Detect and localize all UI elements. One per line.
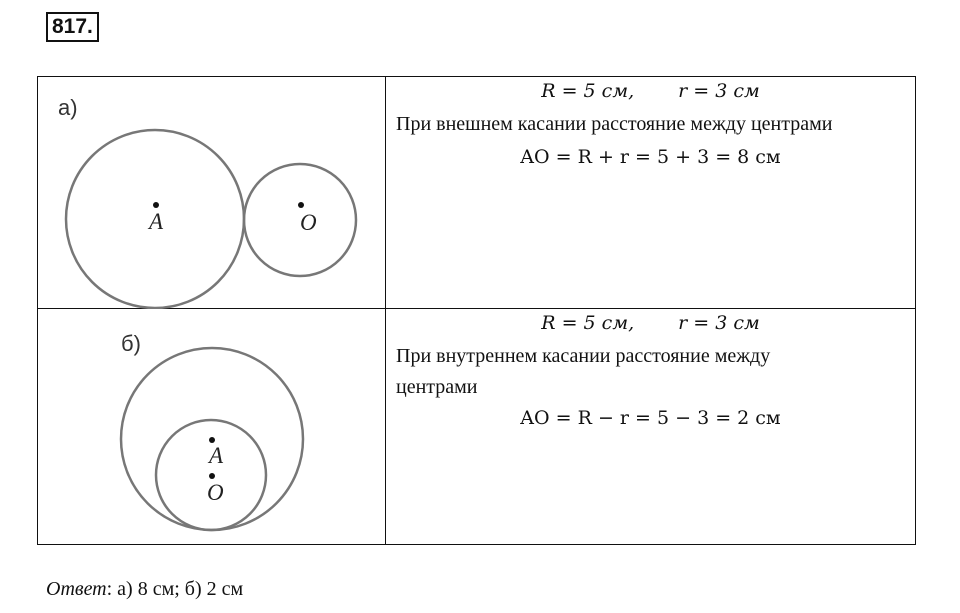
explanation-line-2: центрами [396,376,478,398]
point-label-a: A [149,209,164,234]
point-label-o: O [207,480,224,505]
formula-line: AO = R + r = 5 + 3 = 8 см [520,146,781,168]
explanation-line: При внешнем касании расстояние между центрами [396,113,833,135]
answer-line [46,578,243,601]
given-r-small: r = 3 см [678,312,760,334]
answer-text: : а) 8 см; б) 2 см [106,578,244,600]
figure-internal-tangency [38,309,385,545]
given-line [386,312,915,334]
table-row [38,77,916,309]
explanation-line: При внутреннем касании расстояние между [396,345,771,367]
center-point-o [209,473,215,479]
center-point-o [298,202,304,208]
text-cell-b [386,309,916,545]
point-label-o: O [300,210,317,235]
text-cell-a [386,77,916,309]
problem-number: 817. [46,12,99,42]
given-r-big: R = 5 см, [541,312,635,334]
figure-external-tangency [38,77,385,309]
formula-line: AO = R − r = 5 − 3 = 2 см [520,407,781,429]
solution-table [37,76,916,545]
table-row [38,309,916,545]
given-line [386,80,915,102]
given-r-small: r = 3 см [678,80,760,102]
figure-cell-a [38,77,386,309]
figure-label: б) [121,331,141,356]
figure-label: а) [58,95,78,120]
point-label-a: A [209,443,224,468]
given-r-big: R = 5 см, [541,80,635,102]
answer-label: Ответ [46,578,107,600]
center-point-a [153,202,159,208]
figure-cell-b [38,309,386,545]
